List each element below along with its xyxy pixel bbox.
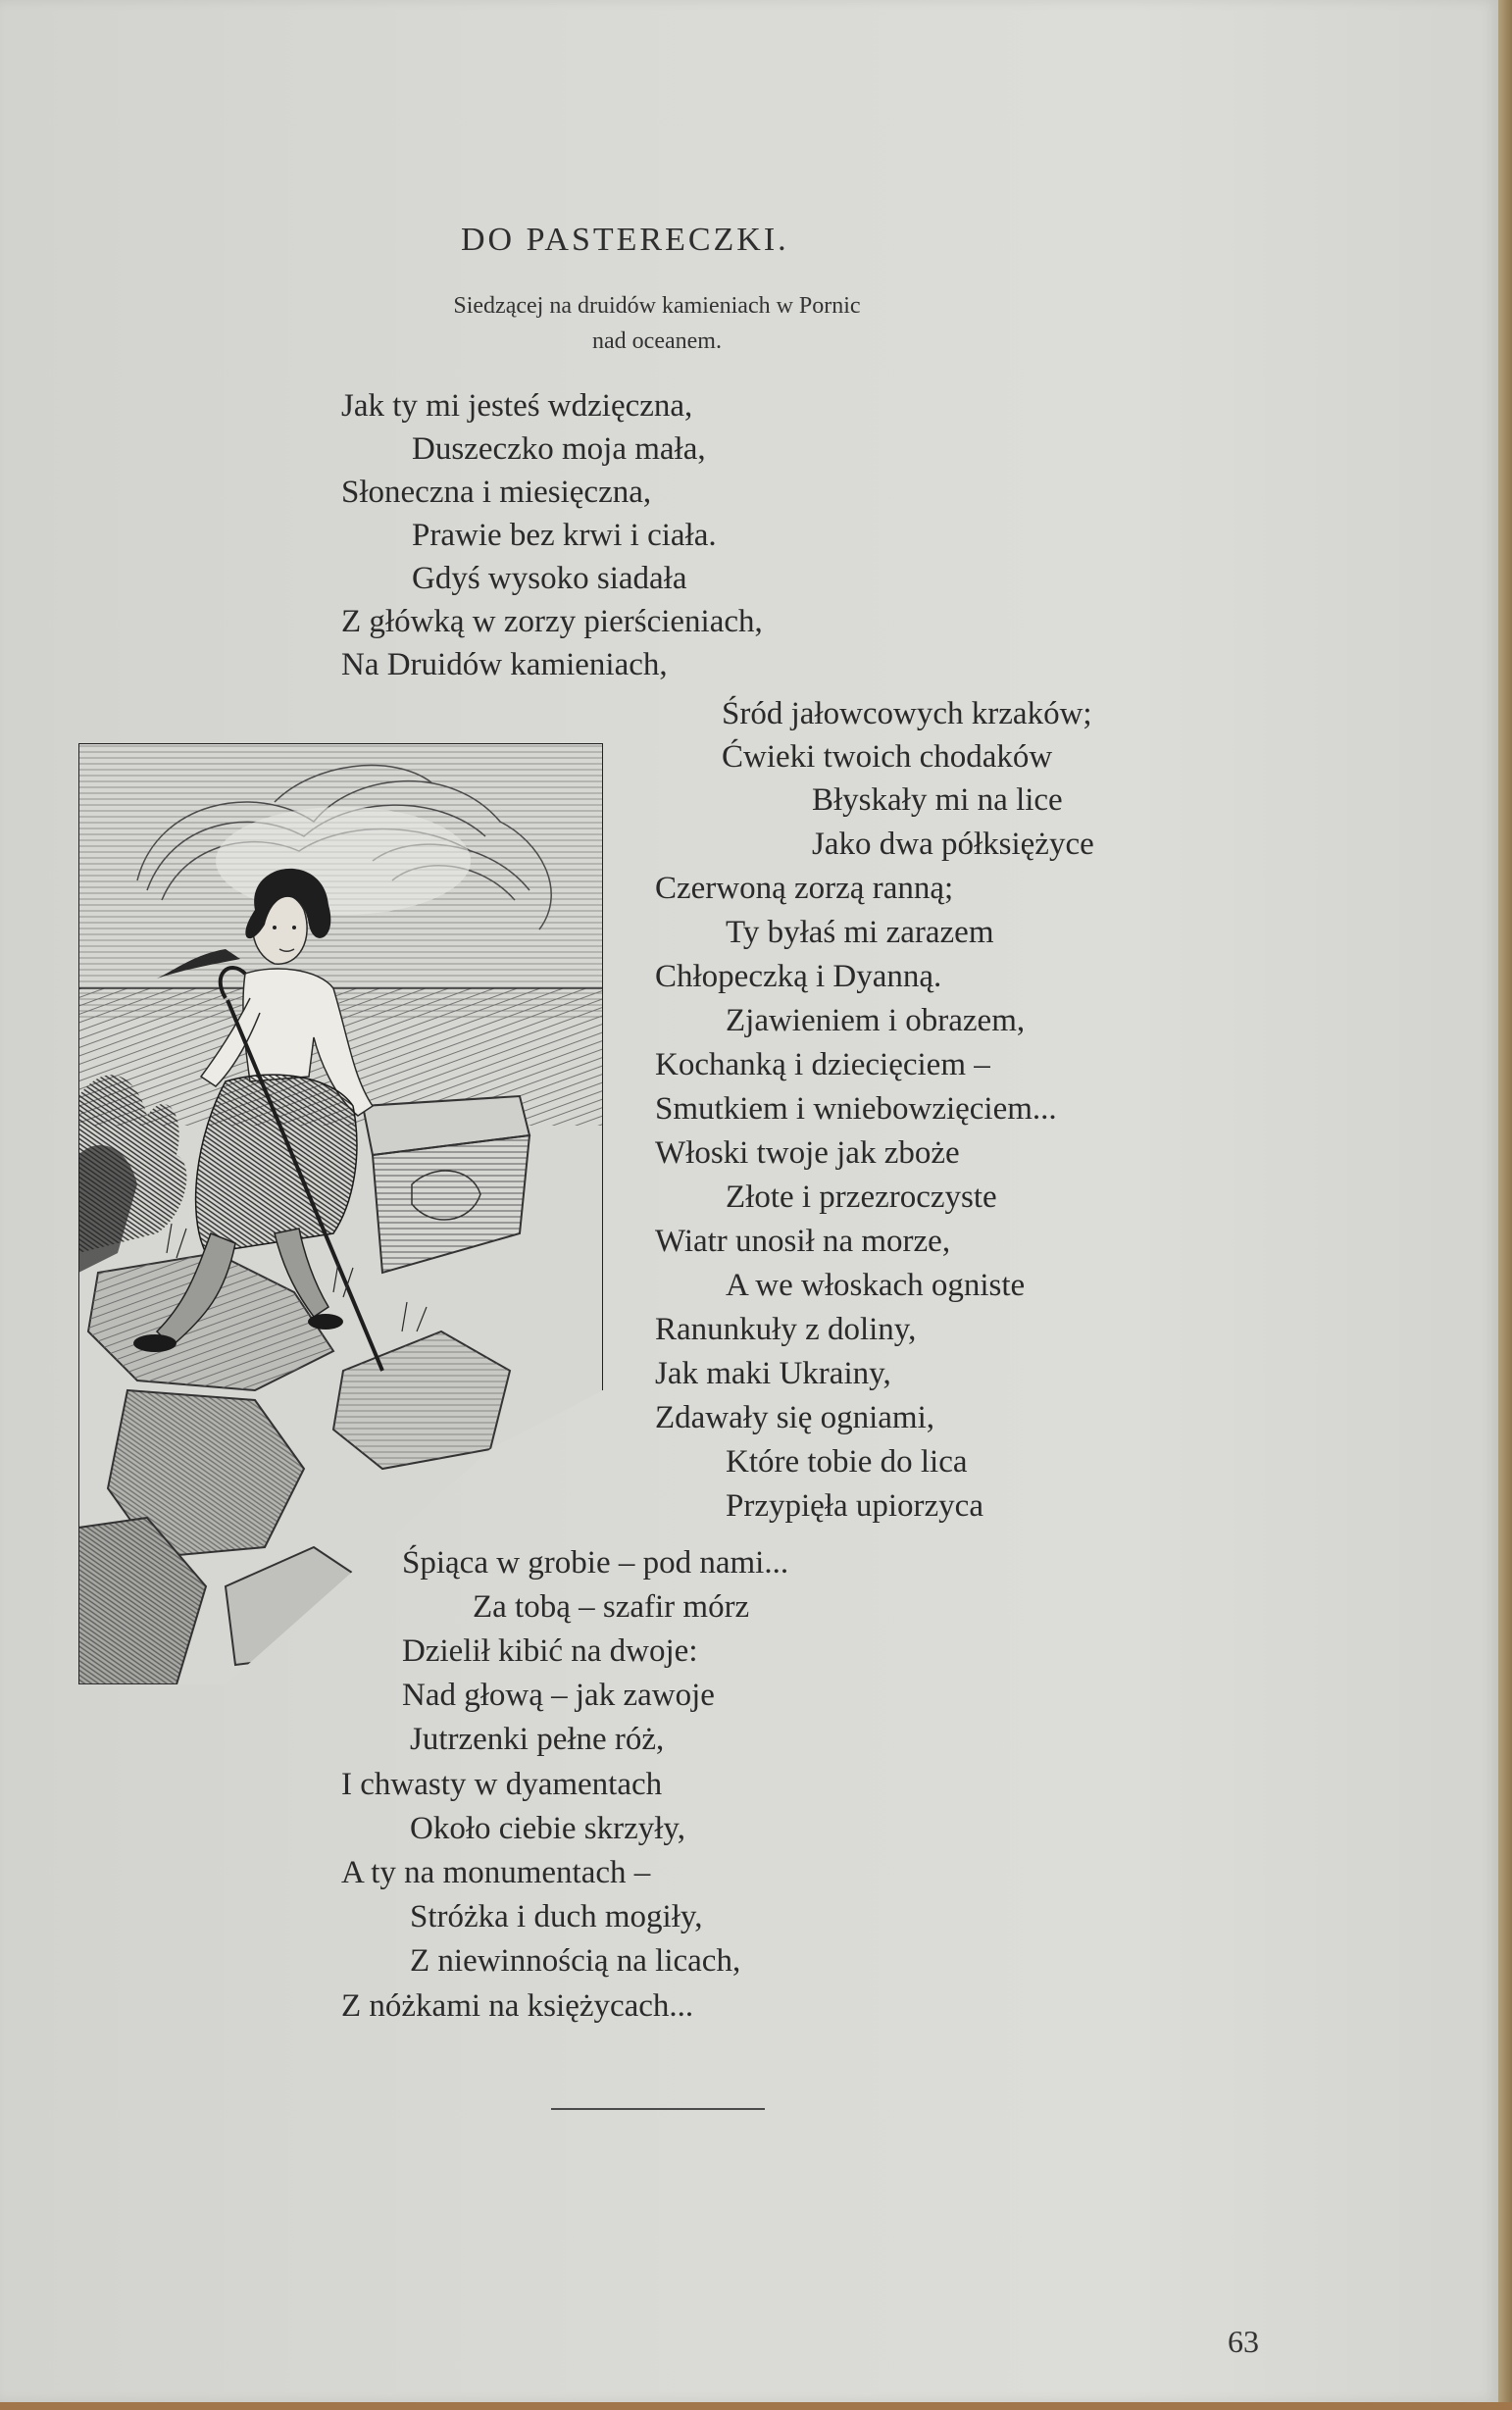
poem-line: Jak ty mi jesteś wdzięczna,	[341, 388, 693, 424]
subtitle-line-2: nad oceanem.	[592, 328, 722, 354]
poem-line: A we włoskach ogniste	[726, 1268, 1026, 1303]
poem-line: Duszeczko moja mała,	[412, 431, 706, 467]
poem-line: Słoneczna i miesięczna,	[341, 475, 652, 510]
poem-title: DO PASTERECZKI.	[461, 222, 789, 258]
poem-line: Wiatr unosił na morze,	[655, 1224, 951, 1259]
poem-line: Z niewinnością na licach,	[410, 1943, 741, 1979]
poem-line: A ty na monumentach –	[341, 1855, 651, 1890]
poem-line: Za tobą – szafir mórz	[473, 1589, 750, 1625]
poem-line: Błyskały mi na lice	[812, 782, 1063, 818]
poem-subtitle	[363, 288, 951, 359]
poem-line: Zjawieniem i obrazem,	[726, 1003, 1026, 1038]
poem-line: Jak maki Ukrainy,	[655, 1356, 891, 1391]
poem-line: Które tobie do lica	[726, 1444, 968, 1480]
poem-line: Chłopeczką i Dyanną.	[655, 959, 942, 994]
poem-line: Czerwoną zorzą ranną;	[655, 871, 954, 906]
poem-line: Jutrzenki pełne róż,	[410, 1722, 665, 1757]
closing-rule	[551, 2108, 765, 2110]
poem-line: Na Druidów kamieniach,	[341, 647, 668, 682]
poem-line: Złote i przezroczyste	[726, 1180, 997, 1215]
poem-line: Z nóżkami na księżycach...	[341, 1988, 694, 2024]
poem-line: Smutkiem i wniebowzięciem...	[655, 1091, 1057, 1127]
poem-line: Ty byłaś mi zarazem	[726, 915, 994, 950]
book-edge	[1498, 0, 1512, 2410]
book-bottom-edge	[0, 2402, 1512, 2410]
poem-line: Dzielił kibić na dwoje:	[402, 1633, 698, 1669]
poem-line: Włoski twoje jak zboże	[655, 1135, 960, 1171]
poem-line: Śród jałowcowych krzaków;	[722, 696, 1092, 731]
poem-line: Ranunkuły z doliny,	[655, 1312, 917, 1347]
page-number: 63	[1228, 2324, 1259, 2359]
poem-line: Nad głową – jak zawoje	[402, 1678, 715, 1713]
poem-line: Prawie bez krwi i ciała.	[412, 518, 717, 553]
poem-line: I chwasty w dyamentach	[341, 1767, 663, 1802]
poem-line: Gdyś wysoko siadała	[412, 561, 687, 596]
poem-line: Ćwieki twoich chodaków	[722, 739, 1053, 775]
poem-line: Zdawały się ogniami,	[655, 1400, 935, 1435]
subtitle-line-1: Siedzącej na druidów kamieniach w Pornic	[453, 293, 861, 319]
poem-line: Śpiąca w grobie – pod nami...	[402, 1545, 789, 1581]
poem-line: Kochanką i dziecięciem –	[655, 1047, 990, 1082]
poem-line: Około ciebie skrzyły,	[410, 1811, 686, 1846]
shepherdess-engraving	[78, 743, 603, 1684]
poem-line: Jako dwa półksiężyce	[812, 827, 1094, 862]
poem-line: Stróżka i duch mogiły,	[410, 1899, 703, 1934]
poem-line: Z główką w zorzy pierścieniach,	[341, 604, 763, 639]
poem-line: Przypięła upiorzyca	[726, 1488, 983, 1524]
